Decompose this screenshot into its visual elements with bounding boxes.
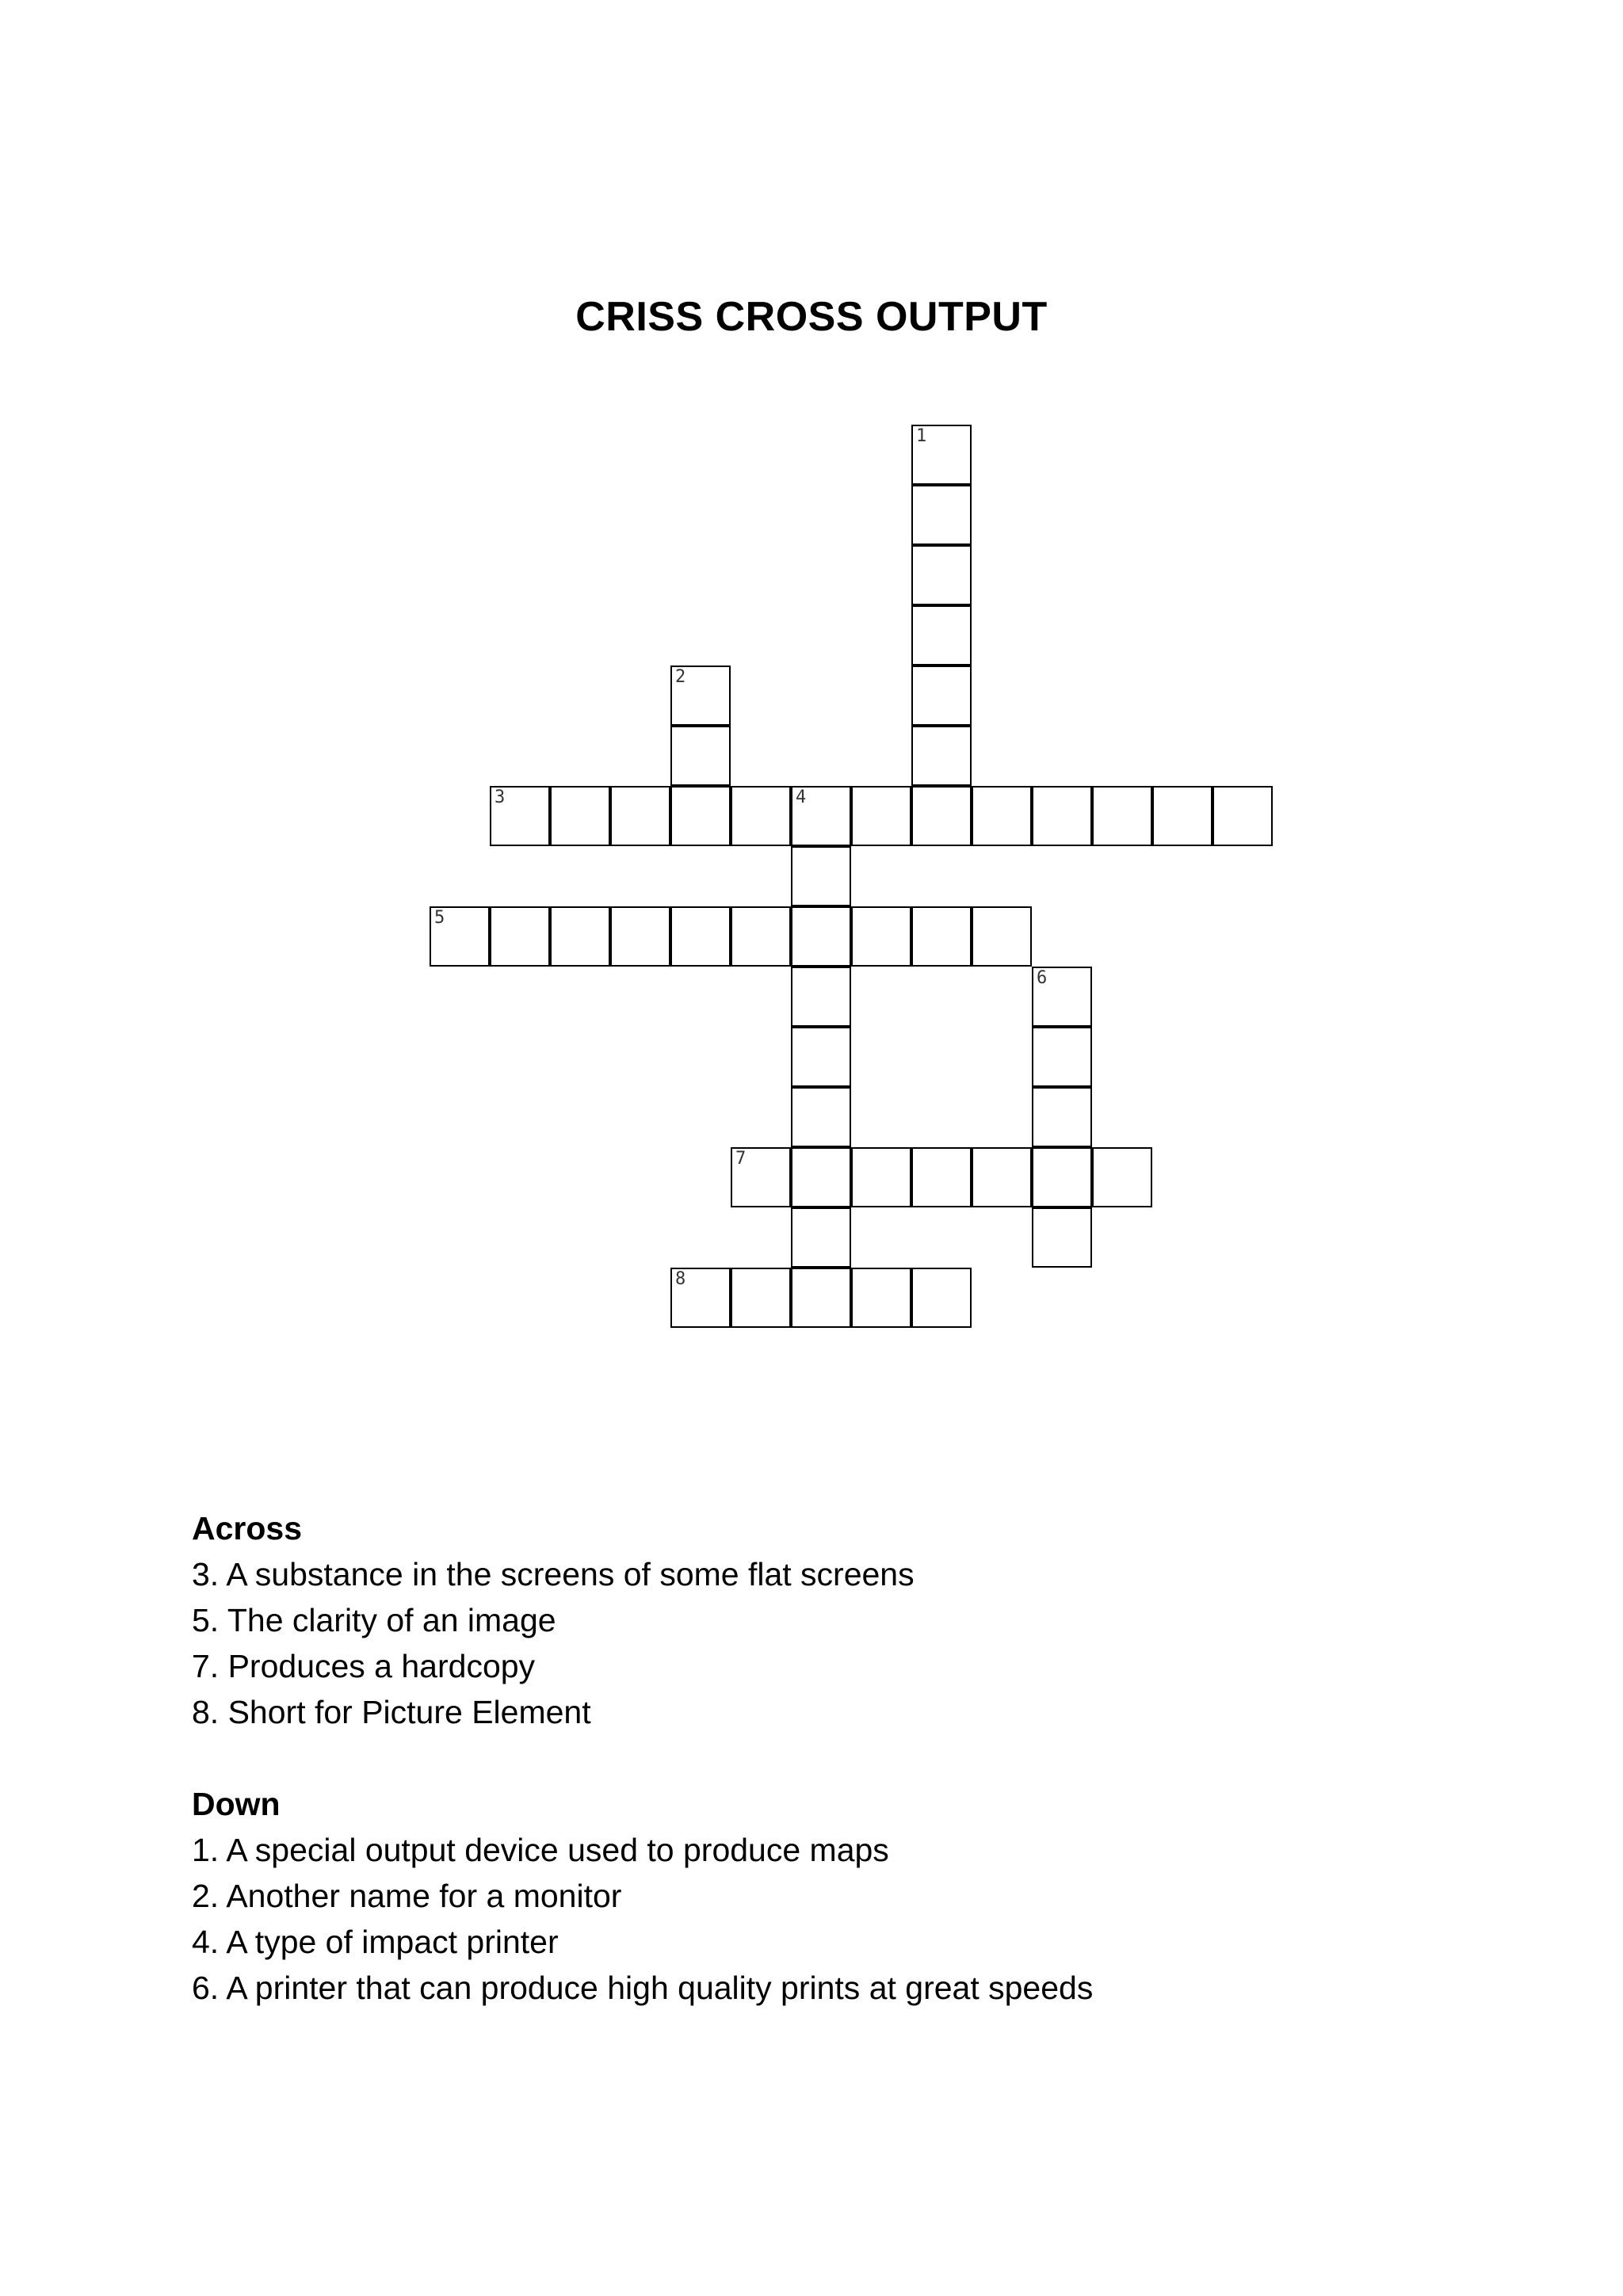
down-clue: 6. A printer that can produce high quality prints at great speeds — [192, 1970, 1094, 2006]
grid-cell[interactable] — [1092, 786, 1152, 846]
grid-cell[interactable] — [851, 906, 911, 967]
grid-cell[interactable] — [670, 666, 731, 726]
grid-cell[interactable] — [550, 786, 610, 846]
grid-cell[interactable] — [731, 786, 791, 846]
grid-cell[interactable] — [851, 1147, 911, 1207]
page-title: CRISS CROSS OUTPUT — [575, 294, 1048, 340]
grid-cell[interactable] — [670, 906, 731, 967]
grid-cell[interactable] — [610, 786, 670, 846]
grid-cell[interactable] — [911, 1268, 972, 1328]
grid-cell[interactable] — [1212, 786, 1273, 846]
grid-cell[interactable] — [490, 906, 550, 967]
grid-cell[interactable] — [791, 846, 851, 906]
clue-number: 7 — [735, 1149, 747, 1169]
grid-cell[interactable] — [1032, 1207, 1092, 1268]
grid-cell[interactable] — [851, 786, 911, 846]
grid-cell[interactable] — [911, 605, 972, 666]
across-clue: 3. A substance in the screens of some flat screens — [192, 1556, 915, 1592]
down-clue: 2. Another name for a monitor — [192, 1878, 622, 1914]
grid-cell[interactable] — [731, 1268, 791, 1328]
clues-section — [192, 1505, 1093, 2011]
grid-cell[interactable] — [791, 1268, 851, 1328]
grid-cell[interactable] — [1032, 1147, 1092, 1207]
grid-cell[interactable] — [911, 545, 972, 605]
grid-cell[interactable] — [911, 485, 972, 545]
grid-cell[interactable] — [550, 906, 610, 967]
grid-cell[interactable] — [1032, 786, 1092, 846]
grid-cell[interactable] — [791, 1207, 851, 1268]
grid-cell[interactable] — [911, 425, 972, 485]
grid-cell[interactable] — [731, 906, 791, 967]
grid-cell[interactable] — [791, 967, 851, 1027]
across-clue: 8. Short for Picture Element — [192, 1694, 591, 1730]
grid-cell[interactable] — [911, 786, 972, 846]
across-heading: Across — [192, 1510, 303, 1547]
clue-number: 8 — [675, 1269, 686, 1289]
grid-cell[interactable] — [972, 1147, 1032, 1207]
down-clue: 1. A special output device used to produce maps — [192, 1832, 889, 1868]
clue-number: 4 — [796, 788, 807, 807]
grid-cell[interactable] — [490, 786, 550, 846]
grid-cell[interactable] — [1152, 786, 1212, 846]
across-clue-list — [192, 1551, 1093, 1735]
across-clue: 7. Produces a hardcopy — [192, 1648, 536, 1684]
grid-cell[interactable] — [731, 1147, 791, 1207]
grid-cell[interactable] — [791, 906, 851, 967]
clue-number: 3 — [495, 788, 506, 807]
grid-cell[interactable] — [670, 1268, 731, 1328]
across-clue: 5. The clarity of an image — [192, 1602, 556, 1638]
grid-cell[interactable] — [1032, 1087, 1092, 1147]
grid-cell[interactable] — [972, 906, 1032, 967]
grid-cell[interactable] — [972, 786, 1032, 846]
grid-cell[interactable] — [791, 1027, 851, 1087]
grid-cell[interactable] — [911, 666, 972, 726]
grid-cell[interactable] — [670, 786, 731, 846]
grid-cell[interactable] — [911, 726, 972, 786]
grid-cell[interactable] — [911, 906, 972, 967]
grid-cell[interactable] — [1032, 967, 1092, 1027]
grid-cell[interactable] — [791, 1087, 851, 1147]
down-clue-list — [192, 1827, 1093, 2011]
clue-number: 5 — [434, 908, 445, 928]
clue-number: 2 — [675, 667, 686, 687]
down-clue: 4. A type of impact printer — [192, 1924, 559, 1960]
grid-cell[interactable] — [791, 1147, 851, 1207]
grid-cell[interactable] — [911, 1147, 972, 1207]
grid-cell[interactable] — [610, 906, 670, 967]
down-heading: Down — [192, 1786, 281, 1822]
grid-cell[interactable] — [851, 1268, 911, 1328]
grid-cell[interactable] — [430, 906, 490, 967]
clue-number: 6 — [1037, 968, 1048, 988]
grid-cell[interactable] — [670, 726, 731, 786]
grid-cell[interactable] — [1032, 1027, 1092, 1087]
grid-cell[interactable] — [791, 786, 851, 846]
clue-number: 1 — [916, 426, 927, 446]
grid-cell[interactable] — [1092, 1147, 1152, 1207]
